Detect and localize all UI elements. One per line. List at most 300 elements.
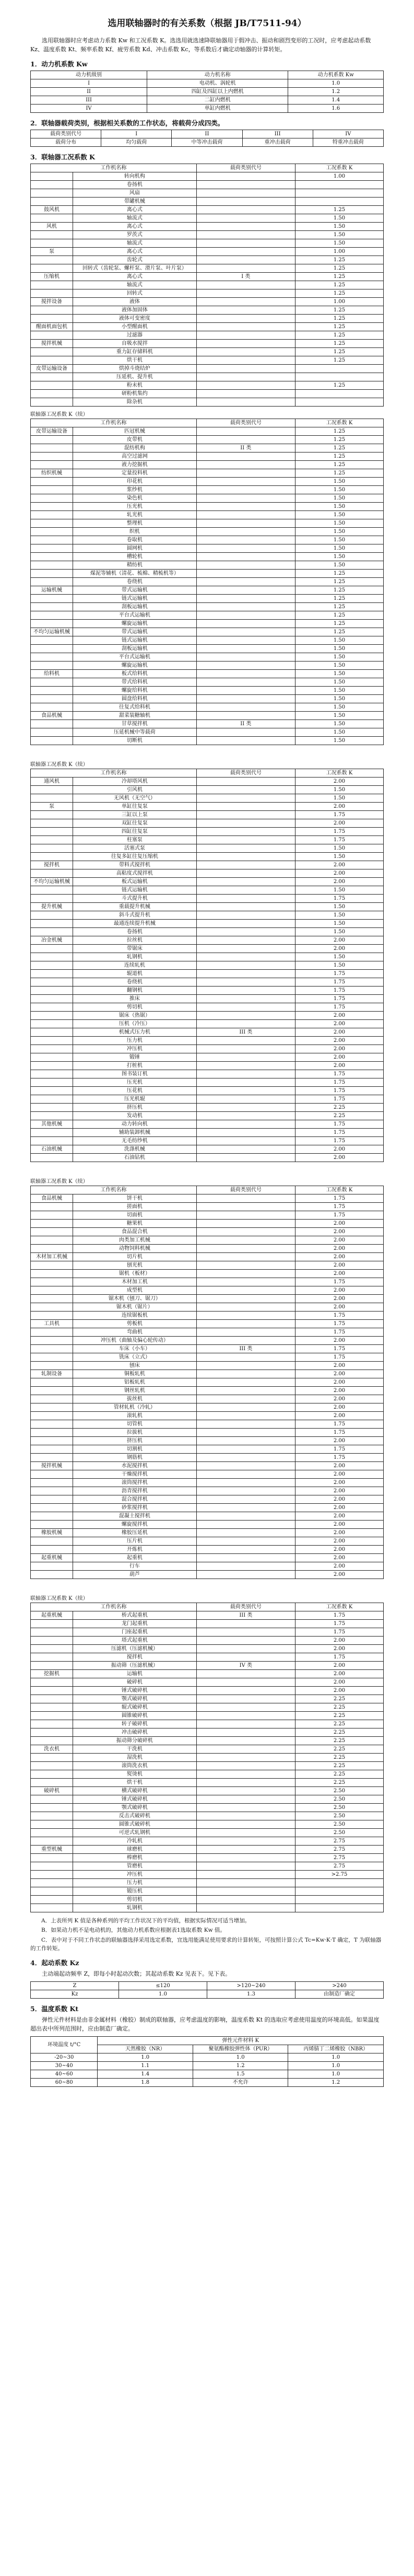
table-cell: 2.75 <box>295 1846 383 1854</box>
section-heading: 5．温度系数 Kt <box>30 2005 79 2013</box>
table-cell: 冶金机械 <box>31 936 73 945</box>
table-cell: 锻压机 <box>73 1887 197 1896</box>
table-cell: 1.75 <box>295 1194 383 1203</box>
table-cell: III 类 <box>196 1345 295 1353</box>
table-cell: 40~60 <box>31 2070 98 2079</box>
table-cell <box>196 678 295 687</box>
table-cell: 1.25 <box>295 461 383 469</box>
table-cell <box>295 1896 383 1904</box>
table-cell <box>196 1387 295 1395</box>
table-row <box>31 1479 384 1487</box>
table-row <box>31 88 384 96</box>
table-cell <box>196 1253 295 1261</box>
table-row <box>31 737 384 745</box>
table-cell <box>31 452 73 461</box>
table-cell <box>196 1087 295 1095</box>
table-cell <box>31 1395 73 1403</box>
table-cell <box>196 1754 295 1762</box>
table-cell: 活塞式泵 <box>73 844 197 853</box>
table-row <box>31 1286 384 1295</box>
table-cell <box>196 786 295 794</box>
table-cell <box>196 390 295 398</box>
table-cell <box>196 206 295 214</box>
table-cell: 压机（冷压） <box>73 1020 197 1028</box>
table-cell <box>196 1194 295 1203</box>
table-cell: >2.75 <box>295 1871 383 1879</box>
table-cell <box>196 1286 295 1295</box>
table-row <box>31 811 384 819</box>
table-cell <box>196 1053 295 1062</box>
table-row <box>31 340 384 348</box>
table-cell: 1.25 <box>295 256 383 264</box>
table-row <box>31 1236 384 1245</box>
table-cell: 1.25 <box>295 427 383 436</box>
table-row <box>31 786 384 794</box>
table-row <box>31 381 384 390</box>
table-header-cell: 工作机名称 <box>31 769 197 778</box>
table-row <box>31 978 384 987</box>
table-row <box>31 1270 384 1278</box>
table-cell <box>31 1904 73 1912</box>
table-cell: 1.75 <box>295 1003 383 1012</box>
table-cell <box>196 1854 295 1862</box>
table-cell: 2.25 <box>295 1779 383 1787</box>
table-cell: 2.00 <box>295 1253 383 1261</box>
table-cell: 印花机 <box>73 478 197 486</box>
table-row <box>31 1620 384 1628</box>
table-cell <box>31 1003 73 1012</box>
table-cell <box>31 1137 73 1145</box>
table-row <box>31 1370 384 1378</box>
table-cell <box>196 365 295 373</box>
table-cell <box>196 1112 295 1120</box>
table-cell: 1.75 <box>295 1095 383 1104</box>
table-row <box>31 603 384 611</box>
table-cell: 不均匀运输机械 <box>31 878 73 886</box>
table-cell: 石油机械 <box>31 1145 73 1154</box>
table-cell: 均匀载荷 <box>101 138 172 147</box>
table-cell: 1.50 <box>295 528 383 536</box>
table-row <box>31 494 384 503</box>
table-cell: 1.2 <box>288 2079 384 2087</box>
table-cell: 带罐机械 <box>73 198 197 206</box>
table-cell: 运输机械 <box>31 586 73 595</box>
table-cell <box>196 503 295 511</box>
table-cell: 1.0 <box>288 2070 384 2079</box>
table-cell: 挤压机 <box>73 1437 197 1445</box>
table-row <box>31 1120 384 1129</box>
table-cell <box>31 1795 73 1804</box>
table-cell <box>31 1403 73 1412</box>
table-cell: 推床 <box>73 995 197 1003</box>
table-cell <box>31 331 73 340</box>
table-cell <box>196 373 295 381</box>
table-header-cell: 载荷类别代号 <box>196 1603 295 1611</box>
table-row <box>31 315 384 323</box>
table-cell: 工具机 <box>31 1320 73 1328</box>
table-cell: 2.00 <box>295 778 383 786</box>
table-cell <box>31 1337 73 1345</box>
table-cell <box>31 544 73 553</box>
table-cell: 洗涤机械 <box>73 1145 197 1154</box>
table-cell: 精纺机 <box>73 561 197 570</box>
table-cell <box>196 1078 295 1087</box>
table-cell <box>196 264 295 273</box>
table-cell <box>31 1362 73 1370</box>
table-cell: 2.25 <box>295 1728 383 1737</box>
table-cell <box>196 340 295 348</box>
table-cell: 1.25 <box>295 436 383 444</box>
table-cell <box>31 478 73 486</box>
table-row <box>31 1787 384 1795</box>
table-cell: 三缸以上泵 <box>73 811 197 819</box>
table-cell: 压力机 <box>73 1879 197 1887</box>
table-cell <box>31 494 73 503</box>
table-cell: III <box>31 96 147 105</box>
table-cell <box>196 1787 295 1795</box>
table-cell <box>31 172 73 181</box>
table-cell: 拉拔机 <box>73 1429 197 1437</box>
table-cell <box>295 373 383 381</box>
table-cell: 压光机辊 <box>73 1095 197 1104</box>
table-cell: 压缩机 <box>31 273 73 281</box>
table-cell <box>196 578 295 586</box>
kt-table <box>30 2036 384 2087</box>
table-cell: II 类 <box>196 720 295 728</box>
table-cell <box>31 1896 73 1904</box>
table-cell: 单缸内燃机 <box>147 105 288 113</box>
table-cell: 四缸往复泵 <box>73 828 197 836</box>
table-cell: 1.25 <box>295 444 383 452</box>
table-cell: 螺旋搅拌机 <box>73 1521 197 1529</box>
table-cell <box>196 1062 295 1070</box>
table-cell <box>196 861 295 869</box>
table-cell <box>31 728 73 737</box>
table-row <box>31 953 384 961</box>
table-cell <box>196 1104 295 1112</box>
table-cell <box>31 373 73 381</box>
table-cell: 液体可变密度 <box>73 315 197 323</box>
table-cell: 1.50 <box>295 544 383 553</box>
table-cell: 液力挖掘机 <box>73 461 197 469</box>
table-row <box>31 803 384 811</box>
table-cell: I 类 <box>196 273 295 281</box>
table-cell <box>31 1203 73 1211</box>
table-row <box>31 2053 384 2062</box>
table-header-cell: IV <box>313 130 383 138</box>
table-row <box>31 595 384 603</box>
table-header-cell: 动力机系数 Kw <box>288 71 384 79</box>
table-cell: 拉丝机 <box>73 936 197 945</box>
table-row <box>31 1512 384 1521</box>
table-cell: 混合搅拌机 <box>73 1495 197 1504</box>
table-cell <box>31 1154 73 1162</box>
table-row <box>31 687 384 695</box>
table-cell <box>31 1571 73 1579</box>
table-cell <box>196 544 295 553</box>
table-cell: 铣床（立式） <box>73 1353 197 1362</box>
table-cell: 压延机、提升机 <box>73 373 197 381</box>
table-header-cell: 动力机名称 <box>147 71 288 79</box>
table-cell: -20~30 <box>31 2053 98 2062</box>
table-row <box>31 636 384 645</box>
table-cell <box>31 239 73 248</box>
table-header-cell: 载荷类别代号 <box>196 1186 295 1194</box>
table-row <box>31 1337 384 1345</box>
table-cell: 载荷分布 <box>31 138 101 147</box>
table-header-cell: 动力机级别 <box>31 71 147 79</box>
table-cell <box>31 662 73 670</box>
table-cell <box>31 1070 73 1078</box>
table-cell: 研粉机集约 <box>73 390 197 398</box>
table-cell: 不均匀运输机械 <box>31 628 73 636</box>
table-cell: 木材加工机械 <box>31 1253 73 1261</box>
table-header-cell: 工况系数 K <box>295 1603 383 1611</box>
table-cell <box>31 1087 73 1095</box>
table-cell: 1.25 <box>295 628 383 636</box>
table-row <box>31 586 384 595</box>
table-cell: 2.50 <box>295 1812 383 1820</box>
table-cell <box>196 478 295 486</box>
table-row <box>31 105 384 113</box>
table-cell: 轴流式 <box>73 239 197 248</box>
table-cell <box>31 1220 73 1228</box>
table-cell: III 类 <box>196 1028 295 1037</box>
table-cell <box>196 452 295 461</box>
table-cell: 板式运输机 <box>73 878 197 886</box>
table-cell: 2.00 <box>295 869 383 878</box>
table-cell: 1.25 <box>295 469 383 478</box>
table-cell: 饼干机 <box>73 1194 197 1203</box>
table-cell: 1.75 <box>295 1120 383 1129</box>
table-cell: 2.50 <box>295 1829 383 1837</box>
table-cell: 冲压机（曲轴及偏心轮传动） <box>73 1337 197 1345</box>
table-row <box>31 1637 384 1645</box>
table-cell: 2.00 <box>295 1670 383 1678</box>
table-cell: IV 类 <box>196 1662 295 1670</box>
table-cell <box>295 1879 383 1887</box>
table-row <box>31 1203 384 1211</box>
table-row <box>31 231 384 239</box>
table-row <box>31 928 384 936</box>
table-cell <box>196 620 295 628</box>
table-cell <box>31 953 73 961</box>
table-cell: 1.2 <box>193 2062 288 2070</box>
table-cell <box>31 189 73 198</box>
table-cell <box>196 1462 295 1470</box>
table-row <box>31 1745 384 1754</box>
table-cell: 2.00 <box>295 1220 383 1228</box>
table-row <box>31 844 384 853</box>
table-cell: 振动筛（压滤机械） <box>73 1662 197 1670</box>
table-cell <box>196 1295 295 1303</box>
table-cell: 1.25 <box>295 281 383 289</box>
table-cell <box>196 1653 295 1662</box>
table-cell: 石油钻机 <box>73 1154 197 1162</box>
table-cell: 熨烫机 <box>73 1770 197 1779</box>
table-cell: 门座起重机 <box>73 1628 197 1637</box>
table-row <box>31 1703 384 1712</box>
table-cell <box>196 836 295 844</box>
table-cell: 1.4 <box>98 2070 193 2079</box>
table-header-cell: 环境温度 t/°C <box>31 2037 98 2053</box>
table-cell: 2.00 <box>295 1678 383 1687</box>
section-heading: 2．联轴器载荷类别，根据相关系数的工作状态，将载荷分成四类。 <box>30 119 224 127</box>
table-cell <box>196 911 295 920</box>
table-cell: 2.00 <box>295 819 383 828</box>
table-cell <box>31 1737 73 1745</box>
table-cell: 1.50 <box>295 928 383 936</box>
table-cell: 挤压机 <box>73 1104 197 1112</box>
table-cell: 1.00 <box>295 248 383 256</box>
table-cell: 2.00 <box>295 945 383 953</box>
table-row <box>31 853 384 861</box>
table-row <box>31 1887 384 1896</box>
table-cell: 斗式提升机 <box>73 895 197 903</box>
table-cell <box>196 331 295 340</box>
table-cell: 1.75 <box>295 1445 383 1454</box>
table-row <box>31 1412 384 1420</box>
table-cell <box>196 794 295 803</box>
table-header-cell: 天然橡胶（NR） <box>98 2045 193 2053</box>
table-cell: 往复式给料机 <box>73 703 197 712</box>
table-row <box>31 528 384 536</box>
table-row <box>31 1211 384 1220</box>
table-cell: 60~80 <box>31 2079 98 2087</box>
table-cell <box>31 1095 73 1104</box>
table-cell <box>196 1562 295 1571</box>
table-cell <box>31 306 73 315</box>
table-row <box>31 1012 384 1020</box>
table-cell <box>196 878 295 886</box>
table-cell: 1.50 <box>295 794 383 803</box>
table-cell: 1.0 <box>288 2062 384 2070</box>
table-cell <box>31 1412 73 1420</box>
table-cell: 定量投料机 <box>73 469 197 478</box>
table-row <box>31 578 384 586</box>
kw-table <box>30 71 384 113</box>
table-cell: 回转式（齿轮泵、螺杆泵、滑片泵、叶片泵） <box>73 264 197 273</box>
table-cell: 管磨机 <box>73 1862 197 1871</box>
table-row <box>31 1854 384 1862</box>
table-cell: 1.75 <box>295 1454 383 1462</box>
table-cell <box>31 1270 73 1278</box>
table-row <box>31 1611 384 1620</box>
table-row <box>31 653 384 662</box>
table-row <box>31 712 384 720</box>
table-cell: 拔丝机 <box>73 1395 197 1403</box>
table-cell: 罗茨式 <box>73 231 197 239</box>
table-cell <box>196 1737 295 1745</box>
table-cell <box>196 348 295 356</box>
table-row <box>31 620 384 628</box>
table-cell: 轧制设备 <box>31 1370 73 1378</box>
table-cell: 1.75 <box>295 1429 383 1437</box>
table-cell: 成型机 <box>73 1286 197 1295</box>
table-cell <box>196 1770 295 1779</box>
table-cell: 1.25 <box>295 570 383 578</box>
table-cell: 中等冲击载荷 <box>172 138 242 147</box>
table-row <box>31 720 384 728</box>
table-row <box>31 1129 384 1137</box>
table-cell <box>31 486 73 494</box>
table-header-cell: III <box>242 130 313 138</box>
table-cell: 2.25 <box>295 1737 383 1745</box>
table-cell: 横式破碎机 <box>73 1787 197 1795</box>
table-cell <box>31 1779 73 1787</box>
table-cell: 2.00 <box>295 1236 383 1245</box>
table-header-cell: Z <box>31 1982 119 1990</box>
table-cell <box>196 695 295 703</box>
section-heading: 4．起动系数 Kz <box>30 1959 79 1967</box>
table-row <box>31 1154 384 1162</box>
table-row <box>31 819 384 828</box>
table-cell <box>31 181 73 189</box>
table-cell <box>196 1637 295 1645</box>
table-cell: 2.25 <box>295 1770 383 1779</box>
table-row <box>31 861 384 869</box>
table-cell: 风扇 <box>73 189 197 198</box>
table-cell <box>31 198 73 206</box>
table-cell: 1.0 <box>119 1990 207 1999</box>
table-cell: 1.50 <box>295 903 383 911</box>
table-cell <box>31 1837 73 1846</box>
table-cell <box>31 1653 73 1662</box>
table-row <box>31 1028 384 1037</box>
table-cell: 重载提升机械 <box>73 903 197 911</box>
table-cell: 2.00 <box>295 1387 383 1395</box>
table-cell <box>196 1554 295 1562</box>
table-cell <box>196 1395 295 1403</box>
table-cell <box>31 1228 73 1236</box>
table-cell: 粉末机 <box>73 381 197 390</box>
table-row <box>31 461 384 469</box>
table-cell <box>31 356 73 365</box>
table-row <box>31 728 384 737</box>
table-cell <box>31 1261 73 1270</box>
table-cell: 2.00 <box>295 1521 383 1529</box>
table-row <box>31 390 384 398</box>
table-cell: 双缸往复泵 <box>73 819 197 828</box>
table-cell: 1.50 <box>295 239 383 248</box>
table-cell <box>31 1537 73 1546</box>
table-cell: 2.00 <box>295 1504 383 1512</box>
table-row <box>31 1871 384 1879</box>
table-cell <box>31 1345 73 1353</box>
table-cell <box>196 1862 295 1871</box>
table-cell <box>196 528 295 536</box>
table-cell <box>196 1378 295 1387</box>
table-cell: 压片机 <box>73 1537 197 1546</box>
table-cell: 颚式破碎机 <box>73 1804 197 1812</box>
table-cell: 1.50 <box>295 636 383 645</box>
table-cell: 辊式破碎机 <box>73 1703 197 1712</box>
table-cell <box>31 1495 73 1504</box>
table-cell: 通风机 <box>31 778 73 786</box>
table-cell: 压光机 <box>73 1078 197 1087</box>
table-cell <box>31 436 73 444</box>
table-cell <box>31 536 73 544</box>
table-cell: 1.75 <box>295 828 383 836</box>
table-row <box>31 436 384 444</box>
table-row <box>31 995 384 1003</box>
table-cell: 槽轮机 <box>73 553 197 561</box>
table-cell <box>31 995 73 1003</box>
table-cell <box>31 1546 73 1554</box>
table-cell: 2.25 <box>295 1104 383 1112</box>
table-header-cell: 载荷类别代号 <box>196 769 295 778</box>
table-cell: 2.00 <box>295 1546 383 1554</box>
